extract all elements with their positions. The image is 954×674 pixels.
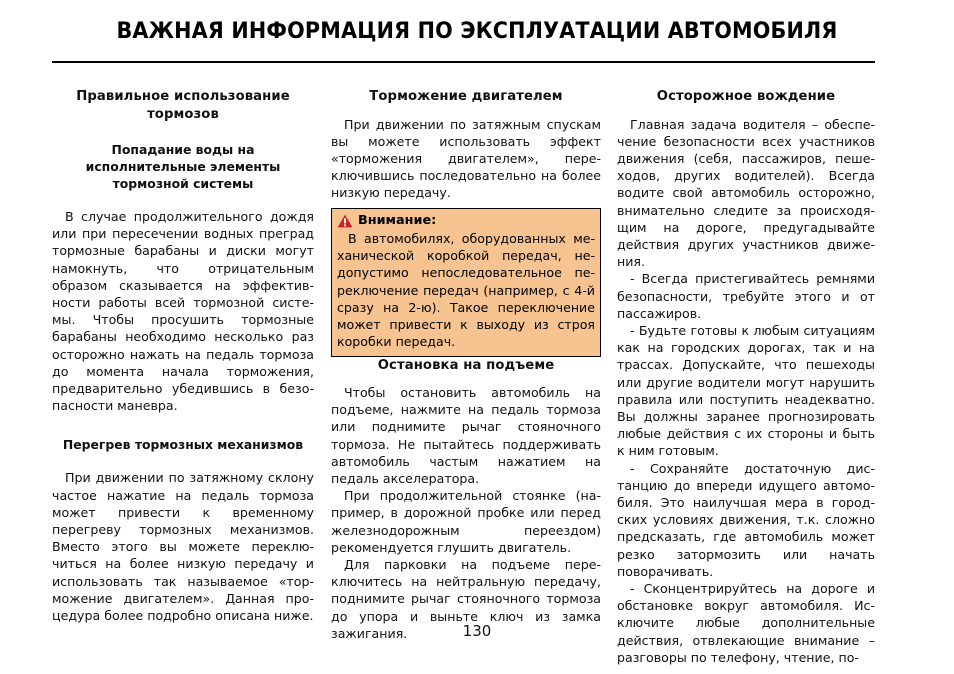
subsection-title-water-on-brakes: Попадание воды на исполнительные элементы тормозной системы [85, 142, 281, 191]
spacer [52, 414, 314, 436]
bullet-keep-distance: - Сохраняйте достаточную дистанцию до впереди идущего автомобиля. Это наилучшая мера в городских условиях движения, т.к. сложно предсказать, где автомобиль может резко затормозить или начать поворачивать. [617, 460, 875, 579]
warning-box [331, 208, 601, 357]
section-title-correct-brake-use: Правильное использование тормозов [76, 89, 290, 122]
subsection-title-brake-overheating: Перегрев тормозных механизмов [62, 437, 304, 453]
paragraph-stopping-on-incline: Чтобы остановить автомобиль на подъеме, нажмите на педаль тормоза или поднимите рычаг стояночного тормоза. Не пытайтесь поддерживать автомобиль частым нажатием на педаль акселератора. [331, 385, 601, 487]
warning-triangle-icon [337, 214, 353, 228]
paragraph-careful-driving-intro: Главная задача водителя – обеспечение безопасности всех участников движения (себя, пассажиров, пешеходов, других водителей). Всегда водите свой автомобиль осторожно, внимательно следите за происходящим на дороге, предугадывайте действия других участников движения. [617, 116, 875, 270]
paragraph-water-on-brakes: В случае продолжительного дождя или при пересечении водных преград тормозные барабаны и диски могут намокнуть, что отрицательным образом сказывается на эффективности работы всей тормозной системы. Чтобы просушить тормозные барабаны необходимо несколько раз осторожно нажать на педаль тормоза до момента начала торможения, предварительно убедившись в безопасности маневра. [52, 209, 314, 414]
spacer [52, 123, 314, 141]
column-right [617, 88, 875, 666]
warning-text: В автомобилях, оборудованных механической коробкой передач, недопустимо непоследовательное переключение передач (например, с 4-й сразу на 2-ю). Такое переключение может привести к выходу из строя коробки передач. [337, 231, 595, 350]
bullet-seatbelts: - Всегда пристегивайтесь ремнями безопасности, требуйте этого и от пассажиров. [617, 271, 875, 321]
paragraph-parking-on-incline: Для парковки на подъеме переключитесь на нейтральную передачу, поднимите рычаг стояночного тормоза до упора и выньте ключ из замка зажигания. [331, 557, 601, 641]
bullet-concentrate: - Сконцентрируйтесь на дороге и обстановке вокруг автомобиля. Исключите любые дополнительные действия, отвлекающие внимание – разговоры по телефону, чтение, по- [617, 580, 875, 665]
paragraph-brake-overheating: При движении по затяжному склону частое нажатие на педаль тормоза может привести к временному перегреву тормозных механизмов. Вместо этого вы можете переключиться на более низкую передачу и использовать так называемое «торможение двигателем». Данная процедура более подробно описана ниже. [52, 470, 314, 624]
paragraph-long-stop: При продолжительной стоянке (например, в дорожной пробке или перед железнодорожным переездом) рекомендуется глушить двигатель. [331, 488, 601, 555]
spacer [331, 374, 601, 384]
column-middle [331, 88, 601, 642]
page-number: 130 [462, 622, 492, 640]
warning-header [337, 213, 595, 229]
column-left [52, 88, 314, 624]
page-header [0, 20, 954, 43]
section-title-careful-driving: Осторожное вождение [656, 89, 836, 104]
spacer [52, 192, 314, 208]
spacer [617, 106, 875, 116]
section-title-engine-braking: Торможение двигателем [369, 89, 563, 104]
section-title-stopping-on-incline: Остановка на подъеме [377, 357, 555, 373]
page-title: ВАЖНАЯ ИНФОРМАЦИЯ ПО ЭКСПЛУАТАЦИИ АВТОМОБИЛЯ [116, 18, 838, 44]
bullet-be-ready: - Будьте готовы к любым ситуациям как на городских дорогах, так и на трассах. Допускайте, что пешеходы или другие водители могут нарушить правила или поступить неадекватно. Вы должны заранее прогнозировать любые действия с их стороны и быть к ним готовым. [617, 322, 875, 459]
warning-label: Внимание: [358, 213, 437, 228]
spacer [331, 106, 601, 116]
paragraph-engine-braking: При движении по затяжным спускам вы можете использовать эффект «торможения двигателем», переключившись последовательно на более низкую передачу. [331, 116, 601, 201]
header-divider [52, 61, 875, 63]
spacer [52, 453, 314, 469]
